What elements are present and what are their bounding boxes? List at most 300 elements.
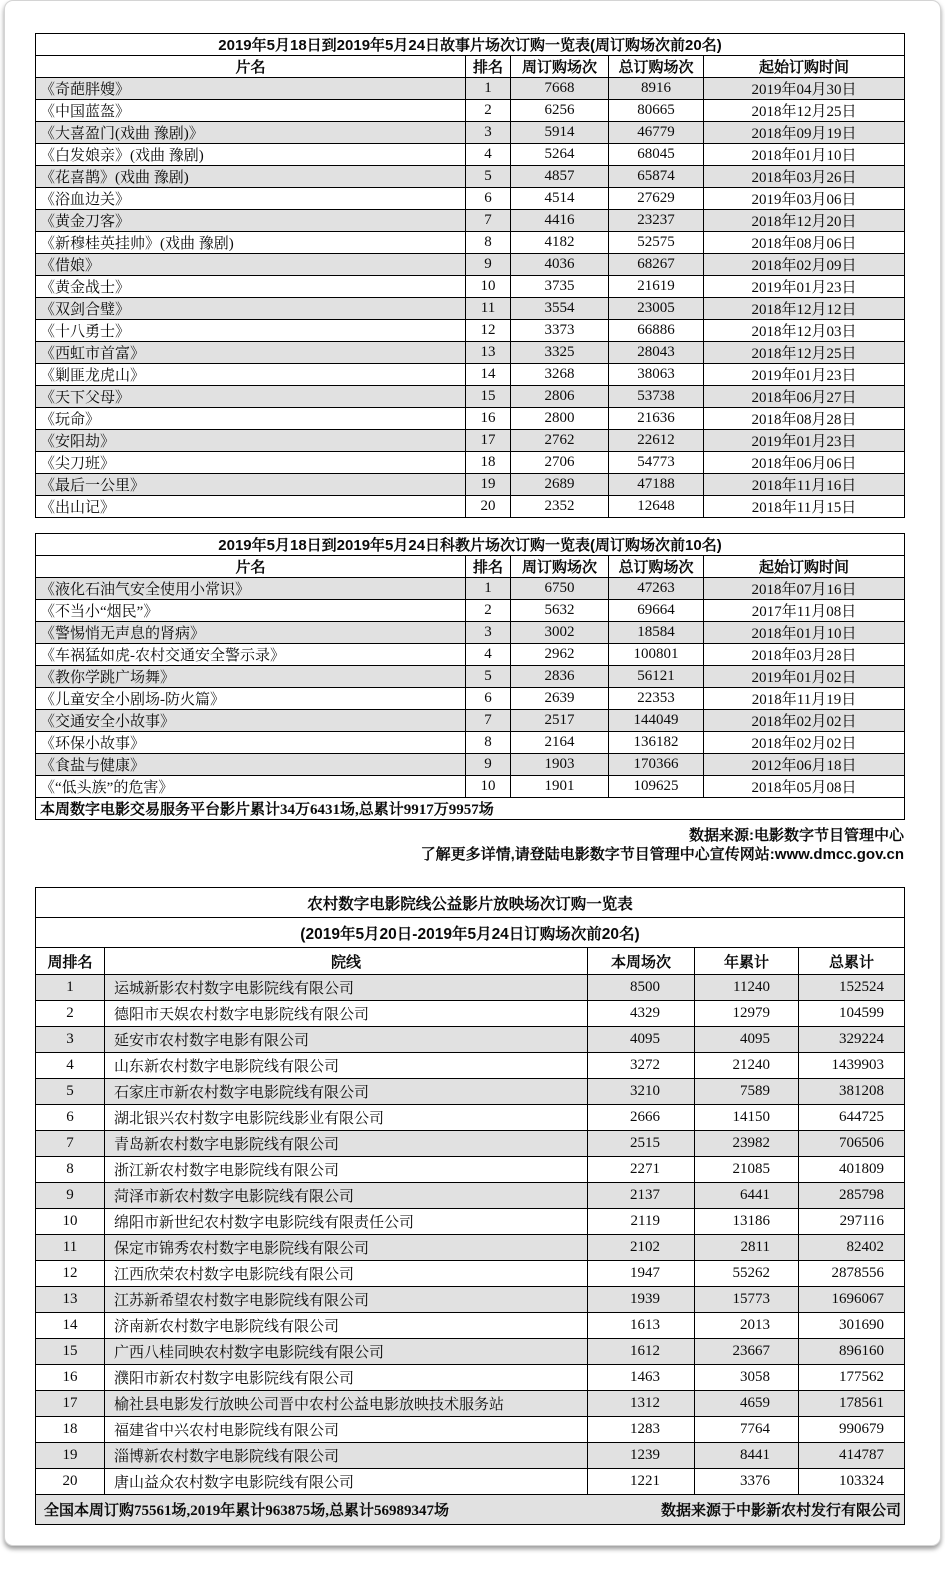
cinema-line-name-cell: 湖北银兴农村数字电影院线影业有限公司 <box>105 1105 588 1131</box>
film-name-cell: 《玩命》 <box>36 408 466 430</box>
grand-total-cell: 2878556 <box>799 1261 905 1287</box>
week-rank-cell: 6 <box>36 1105 105 1131</box>
science-film-table-footer-row <box>36 798 905 820</box>
grand-total-cell: 644725 <box>799 1105 905 1131</box>
more-info-note: 了解更多详情,请登陆电影数字节目管理中心宣传网站:www.dmcc.gov.cn <box>420 846 904 863</box>
rural-data-source-note: 数据来源于中影新农村发行有限公司 <box>661 1502 902 1519</box>
year-total-cell: 6441 <box>695 1183 799 1209</box>
start-date-cell: 2018年06月06日 <box>704 452 905 474</box>
rural-cinema-row <box>36 1365 905 1391</box>
total-orders-cell: 100801 <box>609 644 704 666</box>
year-total-cell: 12979 <box>695 1001 799 1027</box>
film-name-cell: 《尖刀班》 <box>36 452 466 474</box>
weekly-orders-cell: 6750 <box>511 578 609 600</box>
rank-cell: 11 <box>466 298 511 320</box>
film-name-cell: 《浴血边关》 <box>36 188 466 210</box>
science-film-row <box>36 776 905 798</box>
year-total-cell: 8441 <box>695 1443 799 1469</box>
grand-total-cell: 82402 <box>799 1235 905 1261</box>
cinema-line-name-cell: 延安市农村数字电影有限公司 <box>105 1027 588 1053</box>
start-date-cell: 2018年11月19日 <box>704 688 905 710</box>
weekly-shows-cell: 1612 <box>588 1339 695 1365</box>
start-date-cell: 2018年03月26日 <box>704 166 905 188</box>
cinema-line-name-cell: 青岛新农村数字电影院线有限公司 <box>105 1131 588 1157</box>
cinema-line-name-cell: 济南新农村数字电影院线有限公司 <box>105 1313 588 1339</box>
year-total-cell: 3376 <box>695 1469 799 1495</box>
week-rank-cell: 12 <box>36 1261 105 1287</box>
rural-cinema-row <box>36 1053 905 1079</box>
start-date-cell: 2018年09月19日 <box>704 122 905 144</box>
rank-cell: 1 <box>466 78 511 100</box>
cinema-line-name-cell: 濮阳市新农村数字电影院线有限公司 <box>105 1365 588 1391</box>
platform-totals-note: 本周数字电影交易服务平台影片累计34万6431场,总累计9917万9957场 <box>36 798 905 820</box>
week-rank-cell: 10 <box>36 1209 105 1235</box>
rank-cell: 1 <box>466 578 511 600</box>
total-orders-cell: 68045 <box>609 144 704 166</box>
story-film-row <box>36 496 905 518</box>
weekly-shows-cell: 1283 <box>588 1417 695 1443</box>
science-film-row <box>36 644 905 666</box>
grand-total-cell: 990679 <box>799 1417 905 1443</box>
total-orders-cell: 53738 <box>609 386 704 408</box>
start-date-cell: 2019年01月23日 <box>704 430 905 452</box>
total-orders-cell: 170366 <box>609 754 704 776</box>
start-date-cell: 2018年08月28日 <box>704 408 905 430</box>
film-name-cell: 《剿匪龙虎山》 <box>36 364 466 386</box>
cinema-line-name-cell: 绵阳市新世纪农村数字电影院线有限责任公司 <box>105 1209 588 1235</box>
rural-cinema-row <box>36 1131 905 1157</box>
year-total-cell: 21085 <box>695 1157 799 1183</box>
rural-cinema-row <box>36 1105 905 1131</box>
start-date-cell: 2018年11月15日 <box>704 496 905 518</box>
story-film-row <box>36 408 905 430</box>
start-date-cell: 2018年02月09日 <box>704 254 905 276</box>
weekly-orders-cell: 4182 <box>511 232 609 254</box>
film-name-cell: 《安阳劫》 <box>36 430 466 452</box>
grand-total-cell: 178561 <box>799 1391 905 1417</box>
week-rank-cell: 2 <box>36 1001 105 1027</box>
science-film-table-header-row <box>36 556 905 578</box>
rural-cinema-table-header-row <box>36 948 905 975</box>
film-name-cell: 《环保小故事》 <box>36 732 466 754</box>
start-date-cell: 2018年05月08日 <box>704 776 905 798</box>
weekly-orders-cell: 3373 <box>511 320 609 342</box>
cinema-line-name-cell: 运城新影农村数字电影院线有限公司 <box>105 975 588 1001</box>
week-rank-cell: 17 <box>36 1391 105 1417</box>
story-film-column-header: 总订购场次 <box>609 56 704 78</box>
cinema-line-name-cell: 福建省中兴农村电影院线有限公司 <box>105 1417 588 1443</box>
national-weekly-totals: 全国本周订购75561场,2019年累计963875场,总累计56989347场 <box>44 1503 450 1519</box>
cinema-line-name-cell: 山东新农村数字电影院线有限公司 <box>105 1053 588 1079</box>
start-date-cell: 2018年01月10日 <box>704 144 905 166</box>
total-orders-cell: 69664 <box>609 600 704 622</box>
start-date-cell: 2018年02月02日 <box>704 732 905 754</box>
week-rank-cell: 3 <box>36 1027 105 1053</box>
week-rank-cell: 9 <box>36 1183 105 1209</box>
film-name-cell: 《大喜盈门(戏曲 豫剧)》 <box>36 122 466 144</box>
rank-cell: 12 <box>466 320 511 342</box>
grand-total-cell: 896160 <box>799 1339 905 1365</box>
cinema-line-name-cell: 菏泽市新农村数字电影院线有限公司 <box>105 1183 588 1209</box>
rural-cinema-table-title-row <box>36 888 905 918</box>
total-orders-cell: 23005 <box>609 298 704 320</box>
rank-cell: 14 <box>466 364 511 386</box>
start-date-cell: 2018年06月27日 <box>704 386 905 408</box>
story-film-column-header: 起始订购时间 <box>704 56 905 78</box>
weekly-shows-cell: 2271 <box>588 1157 695 1183</box>
weekly-orders-cell: 2706 <box>511 452 609 474</box>
story-film-row <box>36 276 905 298</box>
story-film-table-title: 2019年5月18日到2019年5月24日故事片场次订购一览表(周订购场次前20名) <box>36 34 905 56</box>
cinema-line-name-cell: 保定市锦秀农村数字电影院线有限公司 <box>105 1235 588 1261</box>
story-film-row <box>36 78 905 100</box>
rank-cell: 2 <box>466 600 511 622</box>
science-film-column-header: 周订购场次 <box>511 556 609 578</box>
total-orders-cell: 23237 <box>609 210 704 232</box>
weekly-shows-cell: 3272 <box>588 1053 695 1079</box>
film-name-cell: 《儿童安全小剧场-防火篇》 <box>36 688 466 710</box>
year-total-cell: 55262 <box>695 1261 799 1287</box>
total-orders-cell: 56121 <box>609 666 704 688</box>
week-rank-cell: 8 <box>36 1157 105 1183</box>
weekly-orders-cell: 3325 <box>511 342 609 364</box>
weekly-orders-cell: 3554 <box>511 298 609 320</box>
science-film-row <box>36 622 905 644</box>
cinema-line-name-cell: 广西八桂同映农村数字电影院线有限公司 <box>105 1339 588 1365</box>
rural-cinema-table-title: 农村数字电影院线公益影片放映场次订购一览表 <box>36 888 905 918</box>
film-name-cell: 《教你学跳广场舞》 <box>36 666 466 688</box>
start-date-cell: 2019年01月02日 <box>704 666 905 688</box>
weekly-shows-cell: 8500 <box>588 975 695 1001</box>
science-film-row <box>36 600 905 622</box>
weekly-shows-cell: 4095 <box>588 1027 695 1053</box>
rank-cell: 10 <box>466 776 511 798</box>
story-film-table-header-row <box>36 56 905 78</box>
cinema-line-name-cell: 德阳市天娱农村数字电影院线有限公司 <box>105 1001 588 1027</box>
cinema-line-name-cell: 石家庄市新农村数字电影院线有限公司 <box>105 1079 588 1105</box>
grand-total-cell: 1696067 <box>799 1287 905 1313</box>
year-total-cell: 2811 <box>695 1235 799 1261</box>
science-film-row <box>36 666 905 688</box>
start-date-cell: 2012年06月18日 <box>704 754 905 776</box>
cinema-line-name-cell: 唐山益众农村数字电影院线有限公司 <box>105 1469 588 1495</box>
rural-cinema-row <box>36 1313 905 1339</box>
total-orders-cell: 22612 <box>609 430 704 452</box>
film-name-cell: 《白发娘亲》(戏曲 豫剧) <box>36 144 466 166</box>
rank-cell: 4 <box>466 144 511 166</box>
rural-cinema-table-body <box>36 975 905 1495</box>
rural-cinema-row <box>36 975 905 1001</box>
week-rank-cell: 15 <box>36 1339 105 1365</box>
science-film-table-title-row <box>36 534 905 556</box>
rural-cinema-table <box>35 887 905 1525</box>
total-orders-cell: 12648 <box>609 496 704 518</box>
total-orders-cell: 109625 <box>609 776 704 798</box>
rank-cell: 5 <box>466 166 511 188</box>
total-orders-cell: 18584 <box>609 622 704 644</box>
year-total-cell: 11240 <box>695 975 799 1001</box>
weekly-shows-cell: 1947 <box>588 1261 695 1287</box>
film-name-cell: 《十八勇士》 <box>36 320 466 342</box>
cinema-line-name-cell: 江苏新希望农村数字电影院线有限公司 <box>105 1287 588 1313</box>
weekly-shows-cell: 3210 <box>588 1079 695 1105</box>
story-film-table <box>35 33 905 518</box>
start-date-cell: 2019年04月30日 <box>704 78 905 100</box>
weekly-shows-cell: 1939 <box>588 1287 695 1313</box>
weekly-orders-cell: 2639 <box>511 688 609 710</box>
grand-total-cell: 103324 <box>799 1469 905 1495</box>
year-total-cell: 7589 <box>695 1079 799 1105</box>
film-name-cell: 《中国蓝盔》 <box>36 100 466 122</box>
year-total-cell: 15773 <box>695 1287 799 1313</box>
week-rank-cell: 7 <box>36 1131 105 1157</box>
week-rank-cell: 19 <box>36 1443 105 1469</box>
rural-cinema-column-header: 院线 <box>105 948 588 975</box>
story-film-column-header: 周订购场次 <box>511 56 609 78</box>
total-orders-cell: 66886 <box>609 320 704 342</box>
film-name-cell: 《不当小“烟民”》 <box>36 600 466 622</box>
document-page <box>4 0 941 1546</box>
total-orders-cell: 21636 <box>609 408 704 430</box>
total-orders-cell: 22353 <box>609 688 704 710</box>
weekly-shows-cell: 2137 <box>588 1183 695 1209</box>
total-orders-cell: 47263 <box>609 578 704 600</box>
rank-cell: 9 <box>466 254 511 276</box>
rural-cinema-row <box>36 1391 905 1417</box>
grand-total-cell: 301690 <box>799 1313 905 1339</box>
film-name-cell: 《交通安全小故事》 <box>36 710 466 732</box>
story-film-table-body <box>36 78 905 518</box>
rank-cell: 13 <box>466 342 511 364</box>
story-film-row <box>36 320 905 342</box>
science-film-row <box>36 732 905 754</box>
weekly-orders-cell: 2836 <box>511 666 609 688</box>
total-orders-cell: 47188 <box>609 474 704 496</box>
week-rank-cell: 16 <box>36 1365 105 1391</box>
rural-cinema-column-header: 年累计 <box>695 948 799 975</box>
weekly-orders-cell: 2806 <box>511 386 609 408</box>
week-rank-cell: 4 <box>36 1053 105 1079</box>
week-rank-cell: 11 <box>36 1235 105 1261</box>
weekly-orders-cell: 2164 <box>511 732 609 754</box>
start-date-cell: 2019年03月06日 <box>704 188 905 210</box>
total-orders-cell: 144049 <box>609 710 704 732</box>
weekly-shows-cell: 2515 <box>588 1131 695 1157</box>
science-film-table-body <box>36 578 905 798</box>
weekly-shows-cell: 4329 <box>588 1001 695 1027</box>
weekly-shows-cell: 2666 <box>588 1105 695 1131</box>
story-film-row <box>36 342 905 364</box>
rank-cell: 7 <box>466 710 511 732</box>
start-date-cell: 2018年11月16日 <box>704 474 905 496</box>
rural-cinema-column-header: 本周场次 <box>588 948 695 975</box>
year-total-cell: 21240 <box>695 1053 799 1079</box>
science-film-column-header: 片名 <box>36 556 466 578</box>
weekly-shows-cell: 1239 <box>588 1443 695 1469</box>
total-orders-cell: 68267 <box>609 254 704 276</box>
total-orders-cell: 38063 <box>609 364 704 386</box>
rank-cell: 6 <box>466 188 511 210</box>
weekly-orders-cell: 3268 <box>511 364 609 386</box>
rural-cinema-row <box>36 1001 905 1027</box>
rank-cell: 3 <box>466 622 511 644</box>
science-film-column-header: 总订购场次 <box>609 556 704 578</box>
start-date-cell: 2019年01月23日 <box>704 276 905 298</box>
grand-total-cell: 1439903 <box>799 1053 905 1079</box>
national-totals-footer <box>36 1495 905 1525</box>
rank-cell: 3 <box>466 122 511 144</box>
start-date-cell: 2018年12月20日 <box>704 210 905 232</box>
year-total-cell: 4659 <box>695 1391 799 1417</box>
rural-cinema-row <box>36 1287 905 1313</box>
science-film-row <box>36 710 905 732</box>
rank-cell: 10 <box>466 276 511 298</box>
rank-cell: 6 <box>466 688 511 710</box>
rural-cinema-row <box>36 1027 905 1053</box>
week-rank-cell: 13 <box>36 1287 105 1313</box>
source-notes <box>35 826 904 864</box>
year-total-cell: 13186 <box>695 1209 799 1235</box>
rank-cell: 15 <box>466 386 511 408</box>
start-date-cell: 2018年07月16日 <box>704 578 905 600</box>
weekly-shows-cell: 2102 <box>588 1235 695 1261</box>
science-film-column-header: 排名 <box>466 556 511 578</box>
film-name-cell: 《最后一公里》 <box>36 474 466 496</box>
science-film-row <box>36 578 905 600</box>
story-film-row <box>36 474 905 496</box>
weekly-orders-cell: 3002 <box>511 622 609 644</box>
weekly-orders-cell: 2962 <box>511 644 609 666</box>
story-film-row <box>36 298 905 320</box>
grand-total-cell: 297116 <box>799 1209 905 1235</box>
start-date-cell: 2018年12月03日 <box>704 320 905 342</box>
film-name-cell: 《车祸猛如虎-农村交通安全警示录》 <box>36 644 466 666</box>
cinema-line-name-cell: 榆社县电影发行放映公司晋中农村公益电影放映技术服务站 <box>105 1391 588 1417</box>
weekly-orders-cell: 4416 <box>511 210 609 232</box>
weekly-orders-cell: 2352 <box>511 496 609 518</box>
rank-cell: 18 <box>466 452 511 474</box>
film-name-cell: 《液化石油气安全使用小常识》 <box>36 578 466 600</box>
science-film-row <box>36 688 905 710</box>
year-total-cell: 4095 <box>695 1027 799 1053</box>
rural-cinema-row <box>36 1079 905 1105</box>
film-name-cell: 《奇葩胖嫂》 <box>36 78 466 100</box>
film-name-cell: 《出山记》 <box>36 496 466 518</box>
cinema-line-name-cell: 江西欣荣农村数字电影院线有限公司 <box>105 1261 588 1287</box>
story-film-row <box>36 232 905 254</box>
rural-cinema-row <box>36 1209 905 1235</box>
total-orders-cell: 8916 <box>609 78 704 100</box>
film-name-cell: 《双剑合璧》 <box>36 298 466 320</box>
story-film-column-header: 排名 <box>466 56 511 78</box>
weekly-orders-cell: 5914 <box>511 122 609 144</box>
total-orders-cell: 28043 <box>609 342 704 364</box>
science-film-row <box>36 754 905 776</box>
start-date-cell: 2017年11月08日 <box>704 600 905 622</box>
year-total-cell: 7764 <box>695 1417 799 1443</box>
science-film-column-header: 起始订购时间 <box>704 556 905 578</box>
weekly-shows-cell: 2119 <box>588 1209 695 1235</box>
weekly-orders-cell: 7668 <box>511 78 609 100</box>
rank-cell: 20 <box>466 496 511 518</box>
weekly-orders-cell: 4857 <box>511 166 609 188</box>
weekly-orders-cell: 3735 <box>511 276 609 298</box>
weekly-orders-cell: 2762 <box>511 430 609 452</box>
story-film-row <box>36 188 905 210</box>
grand-total-cell: 414787 <box>799 1443 905 1469</box>
weekly-shows-cell: 1463 <box>588 1365 695 1391</box>
weekly-shows-cell: 1221 <box>588 1469 695 1495</box>
rank-cell: 19 <box>466 474 511 496</box>
start-date-cell: 2018年02月02日 <box>704 710 905 732</box>
total-orders-cell: 54773 <box>609 452 704 474</box>
rank-cell: 17 <box>466 430 511 452</box>
story-film-row <box>36 210 905 232</box>
film-name-cell: 《借娘》 <box>36 254 466 276</box>
weekly-orders-cell: 5632 <box>511 600 609 622</box>
weekly-orders-cell: 1903 <box>511 754 609 776</box>
rural-cinema-row <box>36 1469 905 1495</box>
rural-cinema-column-header: 周排名 <box>36 948 105 975</box>
rank-cell: 9 <box>466 754 511 776</box>
year-total-cell: 2013 <box>695 1313 799 1339</box>
weekly-orders-cell: 1901 <box>511 776 609 798</box>
rural-cinema-table-subtitle: (2019年5月20日-2019年5月24日订购场次前20名) <box>36 918 905 948</box>
week-rank-cell: 1 <box>36 975 105 1001</box>
week-rank-cell: 14 <box>36 1313 105 1339</box>
story-film-column-header: 片名 <box>36 56 466 78</box>
story-film-row <box>36 166 905 188</box>
weekly-orders-cell: 6256 <box>511 100 609 122</box>
start-date-cell: 2018年03月28日 <box>704 644 905 666</box>
rural-cinema-row <box>36 1261 905 1287</box>
film-name-cell: 《新穆桂英挂帅》(戏曲 豫剧) <box>36 232 466 254</box>
story-film-row <box>36 100 905 122</box>
week-rank-cell: 20 <box>36 1469 105 1495</box>
week-rank-cell: 5 <box>36 1079 105 1105</box>
week-rank-cell: 18 <box>36 1417 105 1443</box>
story-film-row <box>36 386 905 408</box>
rank-cell: 5 <box>466 666 511 688</box>
story-film-row <box>36 452 905 474</box>
data-source-note: 数据来源:电影数字节目管理中心 <box>689 827 904 844</box>
grand-total-cell: 104599 <box>799 1001 905 1027</box>
year-total-cell: 23982 <box>695 1131 799 1157</box>
page-content <box>5 1 940 1525</box>
film-name-cell: 《警惕悄无声息的肾病》 <box>36 622 466 644</box>
total-orders-cell: 27629 <box>609 188 704 210</box>
grand-total-cell: 152524 <box>799 975 905 1001</box>
weekly-orders-cell: 2517 <box>511 710 609 732</box>
start-date-cell: 2019年01月23日 <box>704 364 905 386</box>
total-orders-cell: 46779 <box>609 122 704 144</box>
start-date-cell: 2018年08月06日 <box>704 232 905 254</box>
total-orders-cell: 136182 <box>609 732 704 754</box>
total-orders-cell: 65874 <box>609 166 704 188</box>
year-total-cell: 23667 <box>695 1339 799 1365</box>
science-film-table-title: 2019年5月18日到2019年5月24日科教片场次订购一览表(周订购场次前10名) <box>36 534 905 556</box>
rank-cell: 8 <box>466 732 511 754</box>
grand-total-cell: 401809 <box>799 1157 905 1183</box>
rank-cell: 7 <box>466 210 511 232</box>
story-film-row <box>36 122 905 144</box>
grand-total-cell: 329224 <box>799 1027 905 1053</box>
story-film-row <box>36 254 905 276</box>
total-orders-cell: 21619 <box>609 276 704 298</box>
start-date-cell: 2018年01月10日 <box>704 622 905 644</box>
rank-cell: 8 <box>466 232 511 254</box>
year-total-cell: 3058 <box>695 1365 799 1391</box>
